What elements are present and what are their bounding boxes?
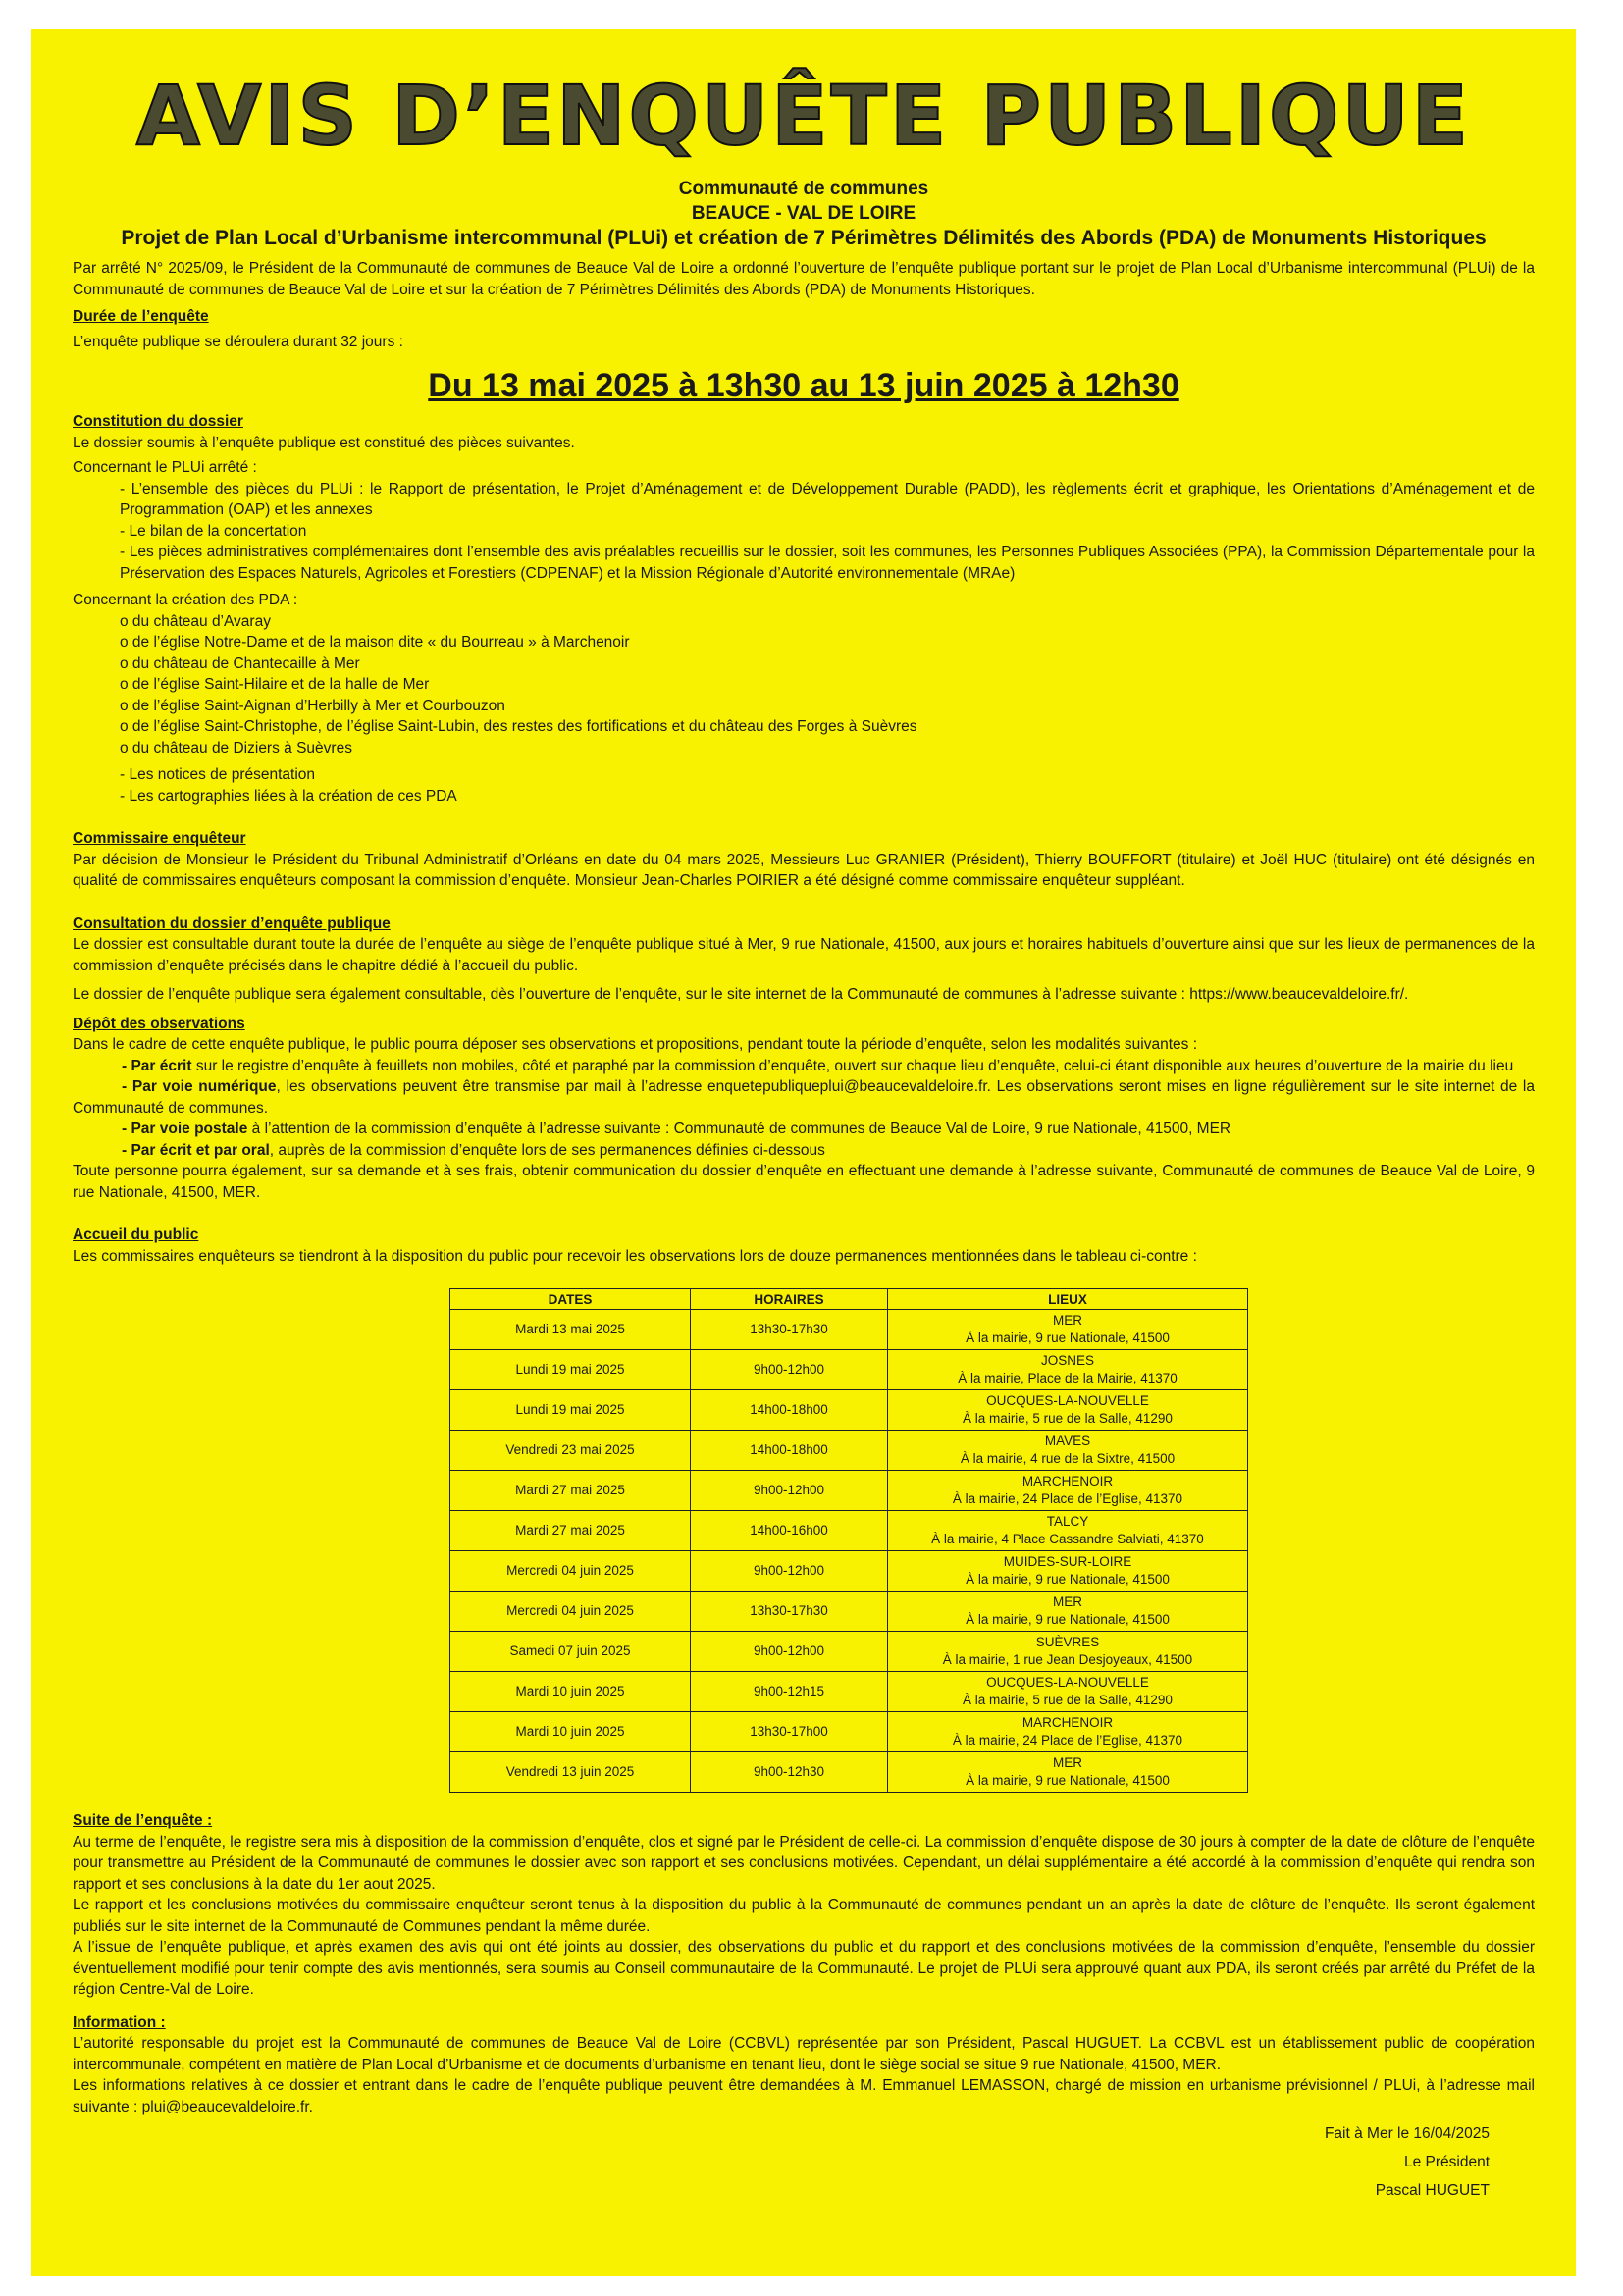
depot-text: Dans le cadre de cette enquête publique, le public pourra déposer ses observations et propositions, pendant toute la période d’enquête, selon les modalités suivantes :: [73, 1036, 1198, 1053]
consultation-heading: Consultation du dossier d’enquête publique: [73, 914, 391, 932]
duration-text: L’enquête publique se déroulera durant 32 jours :: [73, 333, 403, 350]
inquiry-dates: Du 13 mai 2025 à 13h30 au 13 juin 2025 à 12h30: [428, 367, 1179, 404]
suite-heading: Suite de l’enquête :: [73, 1812, 213, 1829]
cell-place: [888, 1632, 1248, 1672]
cell-date: Lundi 19 mai 2025: [450, 1350, 691, 1390]
place-address: À la mairie, 9 rue Nationale, 41500: [966, 1331, 1170, 1345]
signature-block: [1325, 2119, 1490, 2205]
notice-content: [73, 69, 1535, 2117]
table-row: [450, 1350, 1248, 1390]
column-header-hours: HORAIRES: [691, 1289, 888, 1310]
place-name: MER: [1053, 1594, 1082, 1609]
list-item: - Les cartographies liées à la création de ces PDA: [120, 787, 457, 805]
place-name: MARCHENOIR: [1021, 1715, 1114, 1730]
place-name: MAVES: [1044, 1434, 1091, 1448]
cell-hours: 13h30-17h00: [691, 1712, 888, 1752]
place-name: MER: [1053, 1755, 1082, 1770]
notice-sheet: [31, 29, 1576, 2276]
cell-place: [888, 1471, 1248, 1511]
cell-hours: 14h00-18h00: [691, 1431, 888, 1471]
cell-hours: 13h30-17h30: [691, 1310, 888, 1350]
list-item: [73, 1076, 1535, 1119]
place-address: À la mairie, 9 rue Nationale, 41500: [966, 1612, 1170, 1627]
cell-date: Mardi 13 mai 2025: [450, 1310, 691, 1350]
column-header-dates: DATES: [450, 1289, 691, 1310]
permanences-table: [449, 1288, 1248, 1793]
list-item: - Les pièces administratives complémentaires dont l’ensemble des avis préalables recueillis sur le dossier, soit les communes, les Personnes Publiques Associées (PPA), la Commission Départementale pour la Préservation des Espaces Naturels, Agricoles et Forestiers (CDPENAF) et la Mission Régionale d’Autorité environnementale (MRAe): [120, 544, 1535, 582]
dossier-text: Le dossier soumis à l’enquête publique est constitué des pièces suivantes.: [73, 434, 575, 451]
place-address: À la mairie, Place de la Mairie, 41370: [958, 1371, 1178, 1385]
item-label: - Par voie postale: [122, 1121, 248, 1137]
table-row: [450, 1592, 1248, 1632]
table-row: [450, 1712, 1248, 1752]
list-item: o de l’église Saint-Christophe, de l’église Saint-Lubin, des restes des fortifications et du château des Forges à Suèvres: [120, 718, 917, 735]
suite-paragraph: Au terme de l’enquête, le registre sera mis à disposition de la commission d’enquête, clos et signé par le Président de celle-ci. La commission d’enquête dispose de 30 jours à compter de la date de clôture de l’enquête pour transmettre au Président de la Communauté de communes le dossier avec son rapport et ses conclusions motivées. Cependant, un délai supplémentaire a été accordé à la commission d’enquête qui rendra son rapport et ses conclusions à la date du 1er aout 2025.: [73, 1833, 1535, 1893]
item-text: à l’attention de la commission d’enquête à l’adresse suivante : Communauté de communes de Beauce Val de Loire, 9 rue Nationale, 41500, MER: [247, 1121, 1231, 1137]
cell-date: Samedi 07 juin 2025: [450, 1632, 691, 1672]
list-item: o du château de Chantecaille à Mer: [120, 654, 360, 672]
cell-date: Mardi 27 mai 2025: [450, 1511, 691, 1551]
signature-role: Le Président: [1403, 2154, 1490, 2170]
list-item: o de l’église Saint-Aignan d’Herbilly à Mer et Courbouzon: [120, 697, 505, 714]
list-item: [122, 1056, 1535, 1077]
place-name: MARCHENOIR: [1021, 1474, 1114, 1488]
table-row: [450, 1752, 1248, 1793]
table-body: [450, 1310, 1248, 1793]
place-address: À la mairie, 1 rue Jean Desjoyeaux, 41500: [942, 1652, 1193, 1667]
list-item: [122, 1119, 1535, 1140]
cell-date: Lundi 19 mai 2025: [450, 1390, 691, 1431]
dossier-heading: Constitution du dossier: [73, 413, 243, 430]
plui-list: [73, 479, 1535, 585]
cell-place: [888, 1431, 1248, 1471]
cell-hours: 9h00-12h00: [691, 1551, 888, 1592]
place-name: SUÈVRES: [1035, 1635, 1100, 1649]
suite-paragraph: A l’issue de l’enquête publique, et après examen des avis qui ont été joints au dossier, des observations du public et du rapport et des conclusions motivées de la commission d’enquête, l’ensemble du dossier éventuellement modifié pour tenir compte des avis mentionnés, sera soumis au Conseil communautaire de la Communauté. Le projet de PLUi sera approuvé quant aux PDA, ils seront créés par arrêté du Préfet de la région Centre-Val de Loire.: [73, 1939, 1535, 1998]
intro-paragraph: Par arrêté N° 2025/09, le Président de la Communauté de communes de Beauce Val de Loire a ordonné l’ouverture de l’enquête publique portant sur le projet de Plan Local d’Urbanisme intercommunal (PLUi) de la Communauté de communes de Beauce Val de Loire et sur la création de 7 Périmètres Délimités des Abords (PDA) de Monuments Historiques.: [73, 260, 1535, 298]
consultation-text-1: Le dossier est consultable durant toute la durée de l’enquête au siège de l’enquête publique situé à Mer, 9 rue Nationale, 41500, aux jours et horaires habituels d’ouverture ainsi que sur les lieux de permanences de la commission d’enquête précisés dans le chapitre dédié à l’accueil du public.: [73, 936, 1535, 974]
pda-intro: Concernant la création des PDA :: [73, 592, 298, 608]
cell-date: Mardi 10 juin 2025: [450, 1672, 691, 1712]
place-address: À la mairie, 5 rue de la Salle, 41290: [963, 1411, 1173, 1426]
header-line-3: Projet de Plan Local d’Urbanisme intercommunal (PLUi) et création de 7 Périmètres Délimités des Abords (PDA) de Monuments Historiques: [121, 227, 1487, 249]
table-row: [450, 1551, 1248, 1592]
cell-place: [888, 1350, 1248, 1390]
commissaire-text: Par décision de Monsieur le Président du Tribunal Administratif d’Orléans en date du 04 mars 2025, Messieurs Luc GRANIER (Président), Thierry BOUFFORT (titulaire) et Joël HUC (titulaire) ont été désignés en qualité de commissaires enquêteurs composant la commission d’enquête. Monsieur Jean-Charles POIRIER a été désigné comme commissaire enquêteur suppléant.: [73, 851, 1535, 889]
item-text: , auprès de la commission d’enquête lors de ses permanences définies ci-dessous: [269, 1141, 825, 1159]
cell-place: [888, 1712, 1248, 1752]
place-address: À la mairie, 5 rue de la Salle, 41290: [963, 1693, 1173, 1707]
list-item: o de l’église Saint-Hilaire et de la halle de Mer: [120, 676, 430, 693]
place-address: À la mairie, 4 rue de la Sixtre, 41500: [960, 1451, 1176, 1466]
cell-place: [888, 1511, 1248, 1551]
accueil-text: Les commissaires enquêteurs se tiendront à la disposition du public pour recevoir les observations lors de douze permanences mentionnées dans le tableau ci-contre :: [73, 1247, 1197, 1265]
place-address: À la mairie, 9 rue Nationale, 41500: [966, 1572, 1170, 1587]
cell-date: Mardi 10 juin 2025: [450, 1712, 691, 1752]
list-item: [122, 1140, 1535, 1162]
plui-intro: Concernant le PLUi arrêté :: [73, 459, 257, 476]
table-row: [450, 1672, 1248, 1712]
cell-hours: 14h00-16h00: [691, 1511, 888, 1551]
header-line-2: BEAUCE - VAL DE LOIRE: [691, 203, 916, 224]
item-label: - Par écrit: [122, 1057, 192, 1074]
list-item: - Le bilan de la concertation: [120, 522, 307, 540]
cell-hours: 13h30-17h30: [691, 1592, 888, 1632]
place-name: TALCY: [1046, 1514, 1089, 1529]
item-label: - Par écrit et par oral: [122, 1141, 270, 1159]
table-row: [450, 1431, 1248, 1471]
place-name: MER: [1053, 1313, 1082, 1328]
list-item: o du château d’Avaray: [120, 612, 271, 630]
list-item: o de l’église Notre-Dame et de la maison dite « du Bourreau » à Marchenoir: [120, 634, 630, 651]
cell-hours: 9h00-12h00: [691, 1350, 888, 1390]
place-name: MUIDES-SUR-LOIRE: [1003, 1554, 1132, 1569]
place-name: OUCQUES-LA-NOUVELLE: [986, 1675, 1149, 1690]
list-item: - Les notices de présentation: [120, 766, 316, 783]
depot-list-2: [73, 1119, 1535, 1161]
place-address: À la mairie, 24 Place de l’Eglise, 41370: [952, 1491, 1183, 1506]
place-address: À la mairie, 9 rue Nationale, 41500: [966, 1773, 1170, 1788]
list-item: - L’ensemble des pièces du PLUi : le Rapport de présentation, le Projet d’Aménagement et de Développement Durable (PADD), les règlements écrit et graphique, les Orientations d’Aménagement et de Programmation (OAP) et les annexes: [120, 480, 1535, 518]
cell-place: [888, 1672, 1248, 1712]
item-label: - Par voie numérique: [122, 1078, 277, 1095]
information-paragraph: L’autorité responsable du projet est la Communauté de communes de Beauce Val de Loire (CCBVL) représentée par son Président, Pascal HUGUET. La CCBVL est un établissement public de coopération intercommunale, compétent en matière de Plan Local d’Urbanisme et de documents d’urbanisme en tenant lieu, dont le siège social se situe 9 rue Nationale, 41500, MER.: [73, 2035, 1535, 2073]
table-row: [450, 1511, 1248, 1551]
pda-list: [73, 611, 1535, 808]
cell-hours: 9h00-12h00: [691, 1471, 888, 1511]
cell-place: [888, 1310, 1248, 1350]
consultation-text-2: Le dossier de l’enquête publique sera également consultable, dès l’ouverture de l’enquête, sur le site internet de la Communauté de communes à l’adresse suivante : https://www.beaucevaldeloire.fr/.: [73, 986, 1409, 1003]
cell-place: [888, 1752, 1248, 1793]
signature-name: Pascal HUGUET: [1375, 2182, 1490, 2199]
page-title: AVIS D’ENQUÊTE PUBLIQUE: [135, 68, 1472, 164]
place-address: À la mairie, 24 Place de l’Eglise, 41370: [952, 1733, 1183, 1748]
cell-date: Vendredi 13 juin 2025: [450, 1752, 691, 1793]
duration-heading: Durée de l’enquête: [73, 308, 209, 325]
cell-hours: 9h00-12h00: [691, 1632, 888, 1672]
depot-heading: Dépôt des observations: [73, 1015, 245, 1032]
table-row: [450, 1310, 1248, 1350]
table-row: [450, 1390, 1248, 1431]
place-address: À la mairie, 4 Place Cassandre Salviati, 41370: [931, 1532, 1204, 1546]
place-name: OUCQUES-LA-NOUVELLE: [986, 1393, 1149, 1408]
cell-date: Mercredi 04 juin 2025: [450, 1551, 691, 1592]
cell-date: Vendredi 23 mai 2025: [450, 1431, 691, 1471]
cell-hours: 14h00-18h00: [691, 1390, 888, 1431]
list-item: o du château de Diziers à Suèvres: [120, 739, 352, 757]
depot-list: [73, 1056, 1535, 1077]
cell-place: [888, 1390, 1248, 1431]
place-name: JOSNES: [1040, 1353, 1094, 1368]
suite-paragraph: Le rapport et les conclusions motivées du commissaire enquêteur seront tenus à la disposition du public à la Communauté de communes pendant un an après la date de clôture de l’enquête. Ils seront également publiés sur le site internet de la Communauté de Communes pendant la même durée.: [73, 1897, 1535, 1935]
information-heading: Information :: [73, 2013, 166, 2031]
table-header-row: [450, 1289, 1248, 1310]
depot-closing: Toute personne pourra également, sur sa demande et à ses frais, obtenir communication du dossier d’enquête en effectuant une demande à l’adresse suivante, Communauté de communes de Beauce Val de Loire, 9 rue Nationale, 41500, MER.: [73, 1163, 1535, 1201]
table-row: [450, 1632, 1248, 1672]
accueil-heading: Accueil du public: [73, 1226, 199, 1243]
cell-date: Mercredi 04 juin 2025: [450, 1592, 691, 1632]
cell-date: Mardi 27 mai 2025: [450, 1471, 691, 1511]
commissaire-heading: Commissaire enquêteur: [73, 830, 246, 847]
header-line-1: Communauté de communes: [678, 179, 929, 199]
signature-place-date: Fait à Mer le 16/04/2025: [1324, 2125, 1490, 2142]
cell-place: [888, 1551, 1248, 1592]
item-text: sur le registre d’enquête à feuillets non mobiles, côté et paraphé par la commission d’enquête, ouvert sur chaque lieu d’enquête, celui-ci étant disponible aux heures d’ouverture de la mairie du lieu: [191, 1057, 1514, 1074]
cell-hours: 9h00-12h30: [691, 1752, 888, 1793]
table-row: [450, 1471, 1248, 1511]
information-paragraph: Les informations relatives à ce dossier et entrant dans le cadre de l’enquête publique peuvent être demandées à M. Emmanuel LEMASSON, chargé de mission en urbanisme prévisionnel / PLUi, à l’adresse mail suivante : plui@beaucevaldeloire.fr.: [73, 2077, 1535, 2115]
cell-hours: 9h00-12h15: [691, 1672, 888, 1712]
cell-place: [888, 1592, 1248, 1632]
column-header-places: LIEUX: [888, 1289, 1248, 1310]
item-text: , les observations peuvent être transmise par mail à l’adresse enquetepubliqueplui@beaucevaldeloire.fr. Les observations seront mises en ligne régulièrement sur le site internet de la Communauté de communes.: [73, 1078, 1535, 1117]
